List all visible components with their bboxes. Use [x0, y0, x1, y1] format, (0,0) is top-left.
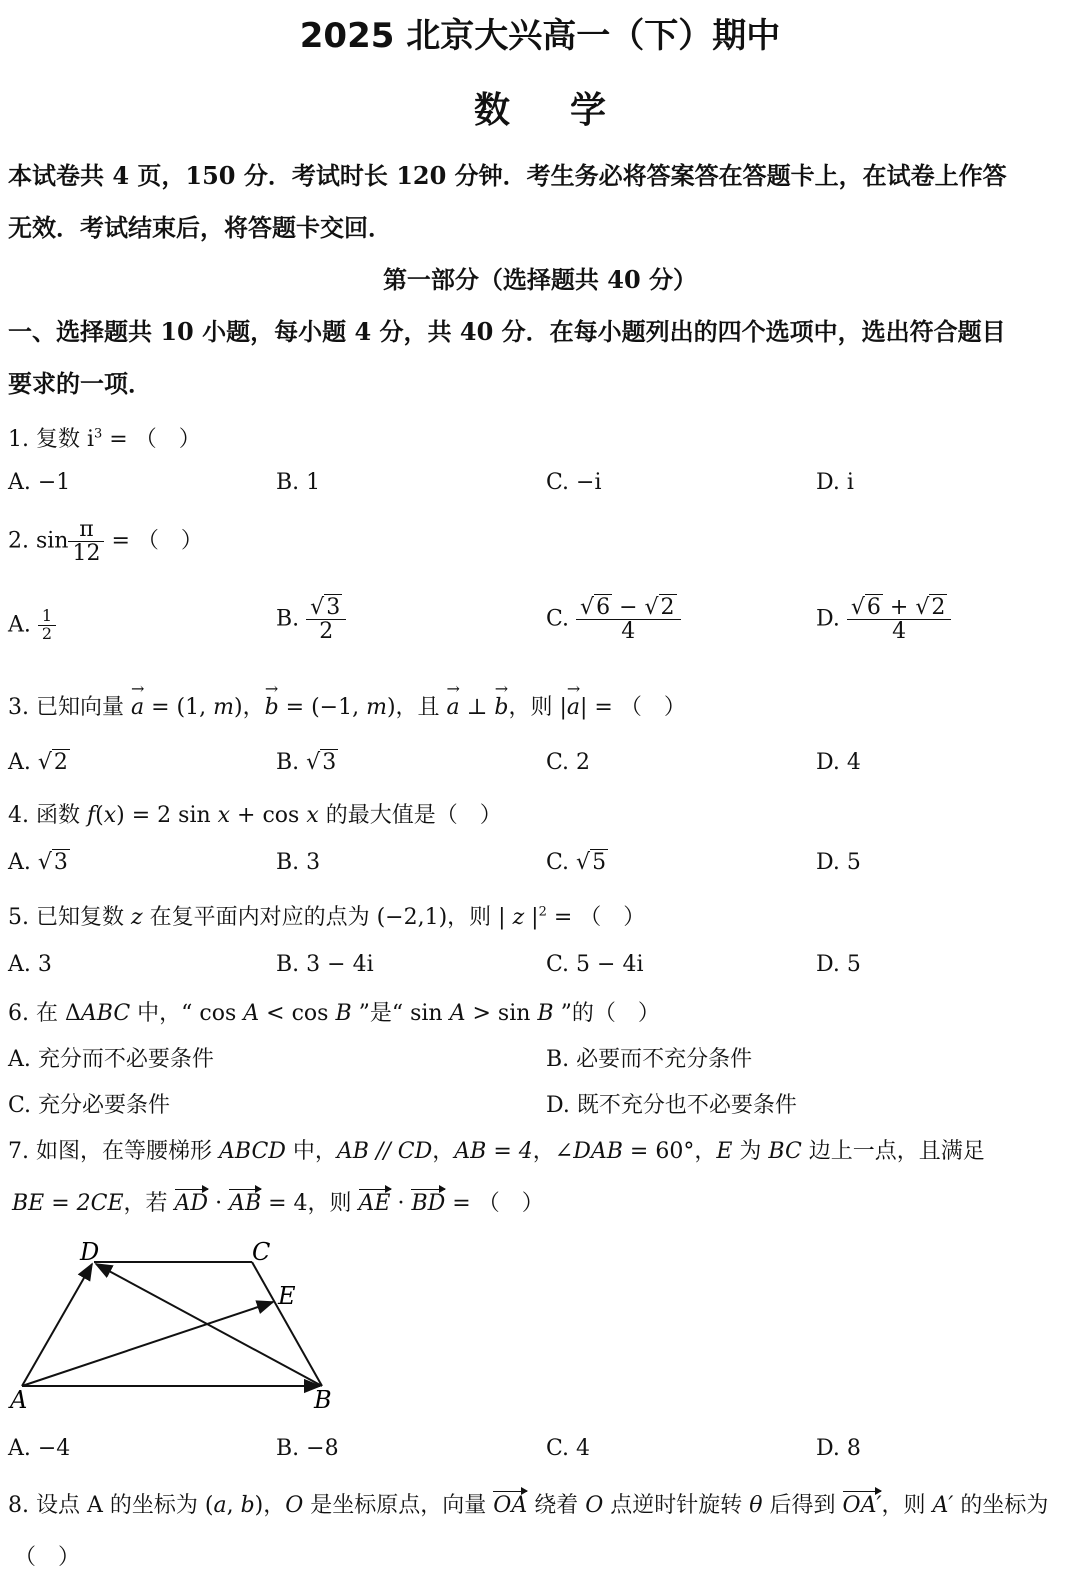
vector-ae [22, 1302, 273, 1386]
q6-option-d: D. 既不充分也不必要条件 [546, 1093, 797, 1118]
label-b: B [314, 1386, 332, 1414]
q7-option-c: C. 4 [546, 1436, 591, 1461]
q2-option-c: C. $\frac{√6 - √2}{4}$ [546, 596, 681, 643]
q2-option-a: A. $\frac{1}{2}$ [8, 608, 56, 643]
question-8-stem-line-2: （ ） [14, 1545, 81, 1570]
q1-option-c: C. −i [546, 470, 602, 495]
q1-option-d: D. i [816, 470, 854, 495]
question-5-stem: 5. 已知复数 z 在复平面内对应的点为 (−2,1)，则 | z $|^2$ = （ ） [8, 904, 646, 930]
q4-option-c: C. √5 [546, 850, 607, 875]
q3-option-d: D. 4 [816, 750, 861, 775]
label-e: E [278, 1282, 296, 1310]
q4-option-d: D. 5 [816, 850, 861, 875]
q4-option-a: A. √3 [8, 850, 68, 875]
exam-title: 2025 北京大兴高一（下）期中 [299, 16, 781, 56]
q3-option-b: B. √3 [276, 750, 337, 775]
question-7-stem-line-2: BE = 2CE，若 AD · AB = 4，则 AE · BD = （ ） [12, 1191, 544, 1216]
q5-option-d: D. 5 [816, 952, 861, 977]
q7-option-d: D. 8 [816, 1436, 861, 1461]
q2-option-b: B. $\frac{√3}{2}$ [276, 596, 346, 643]
part1-instruction-1: 一、选择题共 10 小题，每小题 4 分，共 40 分．在每小题列出的四个选项中，选出符合题目 [8, 317, 1006, 346]
q7-option-b: B. −8 [276, 1436, 339, 1461]
q5-option-a: A. 3 [8, 952, 52, 977]
question-8-stem: 8. 设点 A 的坐标为 (a, b)，O 是坐标原点，向量 OA 绕着 O 点逆时针旋转 θ 后得到 OA′，则 A′ 的坐标为 [8, 1493, 1049, 1518]
q6-option-c: C. 充分必要条件 [8, 1093, 171, 1118]
q5-option-b: B. 3 − 4i [276, 952, 374, 977]
q1-option-a: A. −1 [8, 470, 71, 495]
part1-instruction-2: 要求的一项． [8, 369, 152, 398]
label-d: D [80, 1238, 100, 1266]
question-3-stem: 3. 已知向量 → a = (1, m)，→ b = (−1, m)，且 → a ⊥ → b，则 |→ a| = （ ） [8, 690, 686, 721]
q6-option-a: A. 充分而不必要条件 [8, 1047, 214, 1072]
q3-option-c: C. 2 [546, 750, 591, 775]
label-c: C [252, 1238, 271, 1266]
q5-option-c: C. 5 − 4i [546, 952, 644, 977]
q3-option-a: A. √2 [8, 750, 68, 775]
question-4-stem: 4. 函数 f(x) = 2 sin x + cos x 的最大值是（ ） [8, 803, 502, 828]
label-a: A [10, 1386, 28, 1414]
question-1-stem: 1. 复数 $i^3$ = （ ） [8, 426, 201, 452]
trapezoid-figure [0, 1230, 360, 1420]
question-7-stem-line-1: 7. 如图，在等腰梯形 ABCD 中，AB // CD，AB = 4，∠DAB = 60°，E 为 BC 边上一点，且满足 [8, 1139, 985, 1164]
intro-line-1: 本试卷共 4 页，150 分．考试时长 120 分钟．考生务必将答案答在答题卡上，在试卷上作答 [8, 161, 1007, 190]
question-6-stem: 6. 在 ΔABC 中，“ cos A < cos B ”是“ sin A > sin B ”的（ ） [8, 1001, 660, 1026]
q4-option-b: B. 3 [276, 850, 321, 875]
question-2-stem: 2. sin $\frac{\pi}{12}$ = （ ） [8, 517, 203, 567]
subject-title: 数学 [473, 89, 666, 131]
part1-title: 第一部分（选择题共 40 分） [382, 265, 698, 294]
vector-ad [22, 1264, 92, 1386]
intro-line-2: 无效．考试结束后，将答题卡交回． [8, 213, 392, 242]
q6-option-b: B. 必要而不充分条件 [546, 1047, 753, 1072]
q7-option-a: A. −4 [8, 1436, 71, 1461]
q2-option-d: D. $\frac{√6 + √2}{4}$ [816, 596, 951, 643]
q1-option-b: B. 1 [276, 470, 321, 495]
